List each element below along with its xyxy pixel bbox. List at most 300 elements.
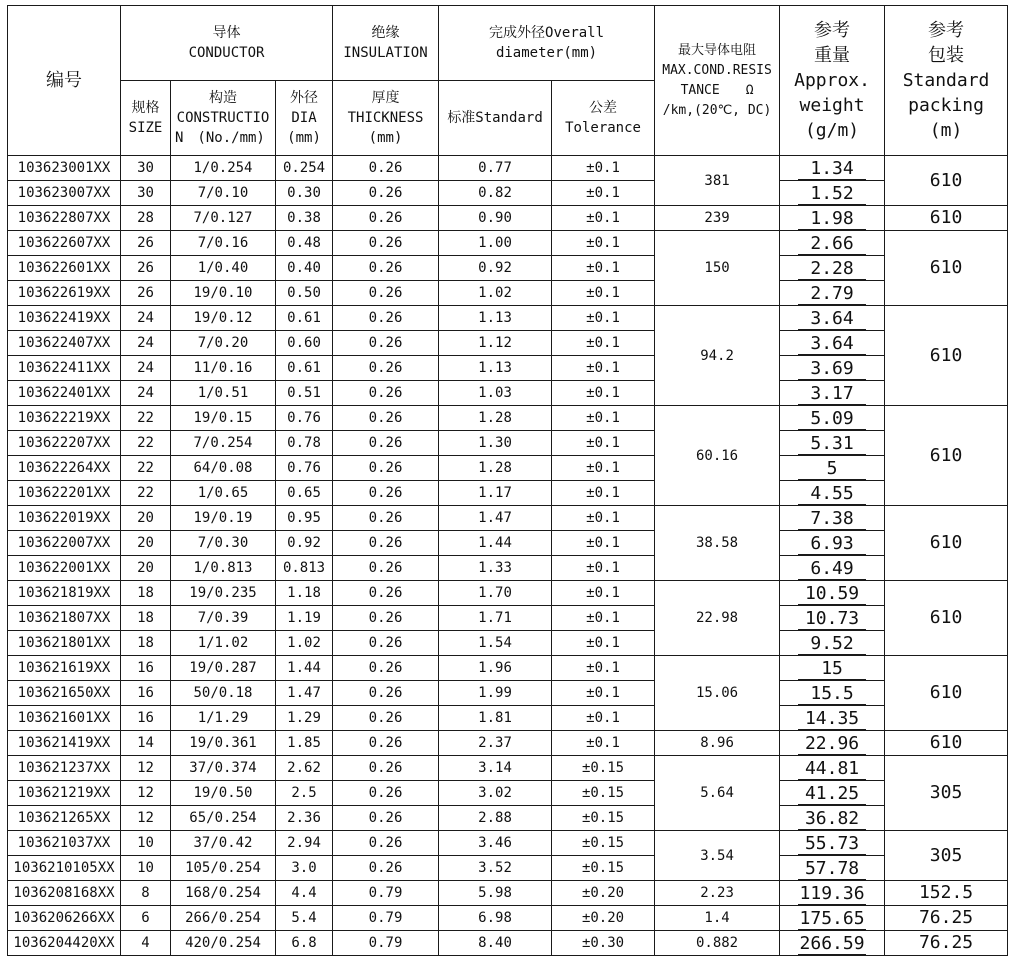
cell-dia: 0.254 [276, 156, 333, 181]
cell-weight [780, 281, 885, 306]
cell-packing: 76.25 [885, 931, 1008, 956]
cell-tolerance: ±0.1 [552, 181, 655, 206]
spec-table-container [7, 5, 1008, 956]
cell-thickness: 0.26 [333, 331, 439, 356]
cell-size: 22 [121, 456, 171, 481]
table-row [8, 481, 1008, 506]
cell-thickness: 0.26 [333, 656, 439, 681]
cell-tolerance: ±0.1 [552, 431, 655, 456]
cell-standard: 1.00 [439, 231, 552, 256]
cell-weight [780, 906, 885, 931]
cell-resistance: 1.4 [655, 906, 780, 931]
cell-standard: 1.81 [439, 706, 552, 731]
cell-dia: 0.51 [276, 381, 333, 406]
cell-dia: 0.65 [276, 481, 333, 506]
header-resistance-line2: MAX.COND.RESIS [662, 62, 772, 78]
cell-thickness: 0.26 [333, 381, 439, 406]
cell-construction: 1/0.254 [171, 156, 276, 181]
header-tolerance-cn: 公差 [589, 100, 618, 116]
cell-packing: 610 [885, 406, 1008, 506]
table-row [8, 156, 1008, 181]
cell-resistance: 5.64 [655, 756, 780, 831]
cell-weight [780, 706, 885, 731]
header-thickness-unit: (mm) [368, 130, 403, 146]
cell-weight-value: 2.28 [798, 259, 866, 280]
header-size-en: SIZE [128, 120, 163, 136]
cell-size: 30 [121, 181, 171, 206]
cell-weight [780, 806, 885, 831]
cell-thickness: 0.26 [333, 256, 439, 281]
cell-thickness: 0.26 [333, 781, 439, 806]
header-weight-line2: 重量 [814, 45, 851, 66]
cell-thickness: 0.26 [333, 481, 439, 506]
header-thickness [333, 81, 439, 156]
cell-id: 103622207XX [8, 431, 121, 456]
cell-id: 103621419XX [8, 731, 121, 756]
cell-id: 103622201XX [8, 481, 121, 506]
cell-thickness: 0.26 [333, 806, 439, 831]
cell-id: 103621650XX [8, 681, 121, 706]
header-thickness-cn: 厚度 [371, 90, 400, 106]
cell-weight [780, 481, 885, 506]
cell-weight [780, 456, 885, 481]
header-id: 编号 [8, 6, 121, 156]
cell-resistance: 150 [655, 231, 780, 306]
cell-weight-value: 2.79 [798, 284, 866, 305]
cell-dia: 3.0 [276, 856, 333, 881]
header-dia [276, 81, 333, 156]
cell-tolerance: ±0.1 [552, 256, 655, 281]
cell-dia: 1.18 [276, 581, 333, 606]
cell-resistance: 381 [655, 156, 780, 206]
cell-dia: 2.62 [276, 756, 333, 781]
cell-thickness: 0.26 [333, 231, 439, 256]
cell-weight [780, 356, 885, 381]
cell-weight [780, 406, 885, 431]
table-row [8, 856, 1008, 881]
cell-size: 26 [121, 281, 171, 306]
cell-tolerance: ±0.15 [552, 856, 655, 881]
cell-dia: 0.61 [276, 306, 333, 331]
header-insulation-en: INSULATION [343, 45, 428, 61]
cell-weight-value: 10.59 [798, 584, 866, 605]
cell-weight [780, 606, 885, 631]
cell-thickness: 0.26 [333, 181, 439, 206]
header-resistance-cn: 最大导体电阻 [678, 42, 757, 58]
cell-tolerance: ±0.1 [552, 231, 655, 256]
table-row [8, 931, 1008, 956]
table-row [8, 531, 1008, 556]
cell-tolerance: ±0.1 [552, 581, 655, 606]
cell-standard: 3.52 [439, 856, 552, 881]
cell-id: 103621819XX [8, 581, 121, 606]
cell-weight-value: 266.59 [799, 933, 865, 954]
header-tolerance-en: Tolerance [565, 120, 641, 136]
cell-id: 103622019XX [8, 506, 121, 531]
cell-id: 103621619XX [8, 656, 121, 681]
cell-standard: 6.98 [439, 906, 552, 931]
cell-construction: 7/0.254 [171, 431, 276, 456]
cell-size: 18 [121, 606, 171, 631]
cell-size: 24 [121, 381, 171, 406]
cell-dia: 1.29 [276, 706, 333, 731]
cell-size: 30 [121, 156, 171, 181]
header-construction-line3: N (No./mm) [175, 130, 265, 146]
header-resistance-line3: TANCE Ω [680, 82, 754, 98]
cell-dia: 0.48 [276, 231, 333, 256]
cell-dia: 0.76 [276, 406, 333, 431]
cell-dia: 1.85 [276, 731, 333, 756]
cell-weight-value: 41.25 [798, 784, 866, 805]
table-row [8, 206, 1008, 231]
cell-id: 103622607XX [8, 231, 121, 256]
cell-construction: 7/0.20 [171, 331, 276, 356]
cell-construction: 1/0.813 [171, 556, 276, 581]
cell-construction: 19/0.12 [171, 306, 276, 331]
cell-thickness: 0.26 [333, 506, 439, 531]
cell-resistance: 94.2 [655, 306, 780, 406]
cell-thickness: 0.26 [333, 206, 439, 231]
header-tolerance [552, 81, 655, 156]
cell-dia: 0.92 [276, 531, 333, 556]
cell-standard: 1.33 [439, 556, 552, 581]
cell-id: 103623007XX [8, 181, 121, 206]
table-row [8, 281, 1008, 306]
cell-size: 8 [121, 881, 171, 906]
cell-weight-value: 15.5 [798, 684, 866, 705]
cell-tolerance: ±0.1 [552, 206, 655, 231]
cell-weight [780, 156, 885, 181]
cell-size: 18 [121, 631, 171, 656]
cell-weight-value: 5 [798, 459, 866, 480]
header-size-cn: 规格 [131, 100, 160, 116]
cell-weight [780, 731, 885, 756]
header-overall-diameter [439, 6, 655, 81]
cell-standard: 2.88 [439, 806, 552, 831]
cell-standard: 3.14 [439, 756, 552, 781]
table-row [8, 181, 1008, 206]
cell-weight [780, 256, 885, 281]
cell-weight [780, 756, 885, 781]
cell-dia: 0.50 [276, 281, 333, 306]
cell-standard: 0.90 [439, 206, 552, 231]
cell-size: 24 [121, 356, 171, 381]
cell-construction: 50/0.18 [171, 681, 276, 706]
cell-size: 10 [121, 856, 171, 881]
cell-id: 1036210105XX [8, 856, 121, 881]
cell-dia: 0.38 [276, 206, 333, 231]
table-row [8, 231, 1008, 256]
cell-weight [780, 206, 885, 231]
header-resistance [655, 6, 780, 156]
cell-construction: 19/0.15 [171, 406, 276, 431]
table-row [8, 756, 1008, 781]
cell-standard: 0.82 [439, 181, 552, 206]
table-row [8, 781, 1008, 806]
cell-thickness: 0.26 [333, 756, 439, 781]
cell-tolerance: ±0.1 [552, 531, 655, 556]
cell-tolerance: ±0.1 [552, 606, 655, 631]
cell-thickness: 0.26 [333, 706, 439, 731]
header-construction-line2: CONSTRUCTIO [176, 110, 270, 126]
cell-construction: 19/0.10 [171, 281, 276, 306]
cell-size: 24 [121, 306, 171, 331]
cell-id: 103622401XX [8, 381, 121, 406]
cell-weight [780, 931, 885, 956]
cell-tolerance: ±0.1 [552, 356, 655, 381]
cell-tolerance: ±0.20 [552, 906, 655, 931]
cell-dia: 5.4 [276, 906, 333, 931]
cell-weight-value: 9.52 [798, 634, 866, 655]
cell-id: 103621801XX [8, 631, 121, 656]
cell-size: 6 [121, 906, 171, 931]
cell-weight [780, 181, 885, 206]
cell-weight-value: 10.73 [798, 609, 866, 630]
cell-id: 103622419XX [8, 306, 121, 331]
cell-id: 103621265XX [8, 806, 121, 831]
cell-packing: 610 [885, 156, 1008, 206]
cell-weight [780, 431, 885, 456]
cell-construction: 105/0.254 [171, 856, 276, 881]
table-row [8, 556, 1008, 581]
cell-packing: 305 [885, 831, 1008, 881]
cell-standard: 1.13 [439, 356, 552, 381]
cell-resistance: 22.98 [655, 581, 780, 656]
cell-size: 22 [121, 481, 171, 506]
cell-weight-value: 6.49 [798, 559, 866, 580]
cell-thickness: 0.26 [333, 456, 439, 481]
cell-thickness: 0.79 [333, 931, 439, 956]
cell-tolerance: ±0.1 [552, 481, 655, 506]
cell-size: 20 [121, 531, 171, 556]
cell-size: 26 [121, 231, 171, 256]
header-packing-line3: Standard [902, 70, 990, 91]
cell-id: 103622264XX [8, 456, 121, 481]
cell-id: 103621037XX [8, 831, 121, 856]
cell-thickness: 0.26 [333, 281, 439, 306]
cell-tolerance: ±0.1 [552, 656, 655, 681]
cell-weight-value: 4.55 [798, 484, 866, 505]
cell-tolerance: ±0.1 [552, 331, 655, 356]
cell-thickness: 0.26 [333, 306, 439, 331]
cell-weight [780, 306, 885, 331]
cell-construction: 19/0.287 [171, 656, 276, 681]
cell-size: 22 [121, 406, 171, 431]
cell-thickness: 0.26 [333, 731, 439, 756]
cell-packing: 610 [885, 581, 1008, 656]
cell-weight-value: 1.34 [798, 159, 866, 180]
table-row [8, 706, 1008, 731]
cell-packing: 305 [885, 756, 1008, 831]
cell-construction: 7/0.39 [171, 606, 276, 631]
cell-standard: 1.71 [439, 606, 552, 631]
cell-thickness: 0.26 [333, 406, 439, 431]
cell-resistance: 60.16 [655, 406, 780, 506]
cell-id: 1036208168XX [8, 881, 121, 906]
cell-thickness: 0.26 [333, 581, 439, 606]
cell-weight-value: 3.64 [798, 309, 866, 330]
cell-thickness: 0.26 [333, 856, 439, 881]
cell-tolerance: ±0.15 [552, 831, 655, 856]
cell-id: 1036206266XX [8, 906, 121, 931]
cell-standard: 1.03 [439, 381, 552, 406]
table-row [8, 256, 1008, 281]
cell-standard: 3.02 [439, 781, 552, 806]
cell-thickness: 0.26 [333, 431, 439, 456]
header-packing [885, 6, 1008, 156]
header-standard: 标准Standard [439, 81, 552, 156]
table-header [8, 6, 1008, 156]
cell-weight [780, 531, 885, 556]
cell-packing: 610 [885, 656, 1008, 731]
cell-tolerance: ±0.1 [552, 506, 655, 531]
cell-dia: 2.94 [276, 831, 333, 856]
cell-dia: 2.5 [276, 781, 333, 806]
cell-standard: 1.28 [439, 406, 552, 431]
cell-size: 12 [121, 806, 171, 831]
cell-tolerance: ±0.15 [552, 781, 655, 806]
table-row [8, 331, 1008, 356]
cell-standard: 1.70 [439, 581, 552, 606]
header-overall-line2: diameter(mm) [495, 45, 598, 61]
cell-construction: 7/0.30 [171, 531, 276, 556]
cell-dia: 6.8 [276, 931, 333, 956]
cell-weight-value: 175.65 [799, 908, 865, 929]
table-row [8, 606, 1008, 631]
cell-resistance: 3.54 [655, 831, 780, 881]
table-row [8, 456, 1008, 481]
cell-id: 103621601XX [8, 706, 121, 731]
header-conductor-cn: 导体 [212, 25, 241, 41]
cell-construction: 266/0.254 [171, 906, 276, 931]
cell-dia: 4.4 [276, 881, 333, 906]
cell-resistance: 8.96 [655, 731, 780, 756]
table-row [8, 381, 1008, 406]
cell-construction: 19/0.50 [171, 781, 276, 806]
cell-tolerance: ±0.20 [552, 881, 655, 906]
cell-standard: 1.54 [439, 631, 552, 656]
cell-weight-value: 15 [798, 659, 866, 680]
cell-weight-value: 2.66 [798, 234, 866, 255]
cell-dia: 0.40 [276, 256, 333, 281]
cell-size: 12 [121, 756, 171, 781]
header-size [121, 81, 171, 156]
cell-weight-value: 119.36 [799, 883, 865, 904]
cable-spec-table [7, 5, 1008, 956]
cell-standard: 1.47 [439, 506, 552, 531]
cell-standard: 1.99 [439, 681, 552, 706]
cell-standard: 1.02 [439, 281, 552, 306]
cell-standard: 1.13 [439, 306, 552, 331]
header-weight-line4: weight [799, 95, 865, 116]
header-dia-en: DIA [291, 110, 317, 126]
cell-id: 103622619XX [8, 281, 121, 306]
cell-packing: 152.5 [885, 881, 1008, 906]
table-row [8, 681, 1008, 706]
cell-tolerance: ±0.1 [552, 456, 655, 481]
cell-tolerance: ±0.1 [552, 631, 655, 656]
cell-resistance: 38.58 [655, 506, 780, 581]
cell-weight-value: 22.96 [798, 734, 866, 755]
cell-tolerance: ±0.30 [552, 931, 655, 956]
cell-resistance: 2.23 [655, 881, 780, 906]
cell-id: 103621237XX [8, 756, 121, 781]
cell-construction: 7/0.127 [171, 206, 276, 231]
cell-id: 103622411XX [8, 356, 121, 381]
cell-tolerance: ±0.1 [552, 406, 655, 431]
header-overall-line1: 完成外径Overall [489, 25, 605, 41]
cell-weight [780, 781, 885, 806]
header-packing-line5: (m) [929, 120, 963, 141]
header-construction-cn: 构造 [209, 90, 237, 106]
cell-thickness: 0.26 [333, 156, 439, 181]
cell-construction: 64/0.08 [171, 456, 276, 481]
table-row [8, 631, 1008, 656]
cell-thickness: 0.26 [333, 606, 439, 631]
header-dia-cn: 外径 [290, 90, 319, 106]
table-row [8, 906, 1008, 931]
cell-construction: 1/0.40 [171, 256, 276, 281]
header-conductor-en: CONDUCTOR [188, 45, 265, 61]
cell-weight-value: 3.17 [798, 384, 866, 405]
cell-construction: 65/0.254 [171, 806, 276, 831]
cell-tolerance: ±0.15 [552, 756, 655, 781]
cell-tolerance: ±0.1 [552, 556, 655, 581]
cell-id: 103622007XX [8, 531, 121, 556]
cell-dia: 0.60 [276, 331, 333, 356]
cell-construction: 11/0.16 [171, 356, 276, 381]
cell-packing: 610 [885, 506, 1008, 581]
header-packing-line4: packing [908, 95, 984, 116]
cell-thickness: 0.26 [333, 556, 439, 581]
cell-size: 10 [121, 831, 171, 856]
cell-construction: 1/1.02 [171, 631, 276, 656]
cell-size: 12 [121, 781, 171, 806]
cell-dia: 2.36 [276, 806, 333, 831]
cell-tolerance: ±0.1 [552, 706, 655, 731]
cell-thickness: 0.26 [333, 631, 439, 656]
cell-size: 20 [121, 556, 171, 581]
cell-standard: 0.92 [439, 256, 552, 281]
cell-construction: 19/0.235 [171, 581, 276, 606]
cell-weight-value: 14.35 [798, 709, 866, 730]
cell-construction: 37/0.42 [171, 831, 276, 856]
cell-construction: 1/0.65 [171, 481, 276, 506]
cell-dia: 1.19 [276, 606, 333, 631]
header-weight-line5: (g/m) [804, 120, 860, 141]
cell-weight-value: 1.98 [798, 209, 866, 230]
cell-resistance: 15.06 [655, 656, 780, 731]
cell-weight-value: 55.73 [798, 834, 866, 855]
cell-weight-value: 44.81 [798, 759, 866, 780]
cell-weight-value: 5.09 [798, 409, 866, 430]
cell-size: 28 [121, 206, 171, 231]
cell-thickness: 0.26 [333, 531, 439, 556]
header-weight [780, 6, 885, 156]
header-construction [171, 81, 276, 156]
cell-tolerance: ±0.15 [552, 806, 655, 831]
cell-id: 103622001XX [8, 556, 121, 581]
cell-dia: 1.47 [276, 681, 333, 706]
cell-weight-value: 57.78 [798, 859, 866, 880]
cell-construction: 19/0.361 [171, 731, 276, 756]
cell-size: 24 [121, 331, 171, 356]
cell-packing: 610 [885, 206, 1008, 231]
cell-size: 16 [121, 681, 171, 706]
cell-construction: 168/0.254 [171, 881, 276, 906]
cell-standard: 1.44 [439, 531, 552, 556]
cell-size: 18 [121, 581, 171, 606]
